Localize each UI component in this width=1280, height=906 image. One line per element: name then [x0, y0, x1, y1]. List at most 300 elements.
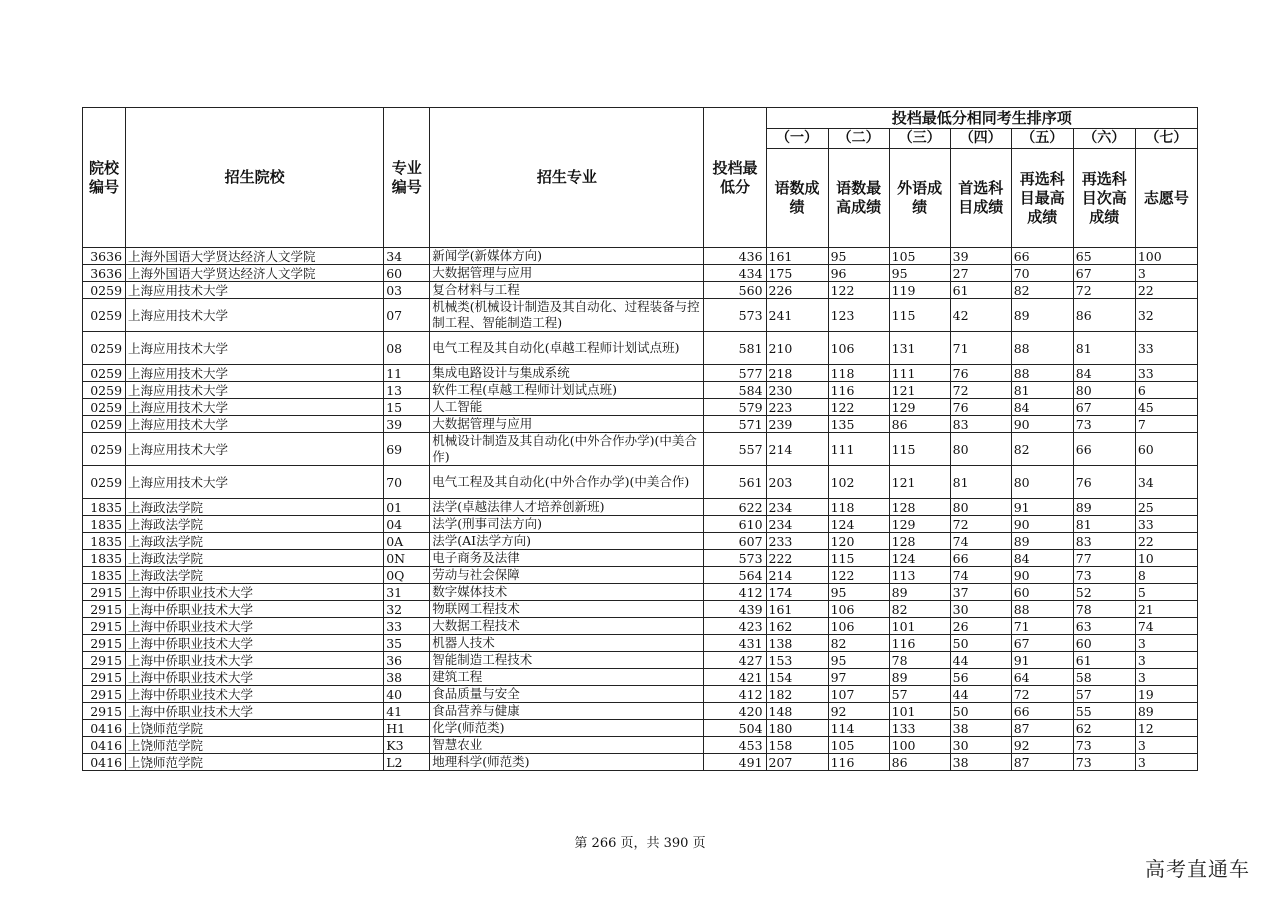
cell-chinese-math-score: 233: [766, 533, 828, 550]
cell-major-name: 法学(刑事司法方向): [430, 516, 704, 533]
cell-major-name: 物联网工程技术: [430, 601, 704, 618]
cell-school-name: 上海应用技术大学: [126, 433, 384, 466]
cell-application-number: 7: [1135, 416, 1197, 433]
cell-chinese-math-max: 124: [828, 516, 889, 533]
cell-chinese-math-score: 161: [766, 248, 828, 265]
cell-min-score: 610: [704, 516, 766, 533]
cell-chinese-math-score: 174: [766, 584, 828, 601]
header-tiebreak-title: 投档最低分相同考生排序项: [766, 108, 1197, 129]
cell-foreign-language-score: 57: [889, 686, 950, 703]
header-tiebreak-num: （六）: [1073, 129, 1135, 149]
cell-min-score: 622: [704, 499, 766, 516]
cell-second-subject-next: 52: [1073, 584, 1135, 601]
cell-min-score: 573: [704, 299, 766, 332]
cell-application-number: 33: [1135, 332, 1197, 365]
cell-min-score: 412: [704, 584, 766, 601]
cell-school-name: 上饶师范学院: [126, 754, 384, 771]
cell-school-code: 1835: [83, 550, 126, 567]
cell-second-subject-max: 90: [1011, 416, 1073, 433]
cell-chinese-math-score: 158: [766, 737, 828, 754]
cell-second-subject-max: 84: [1011, 399, 1073, 416]
cell-min-score: 571: [704, 416, 766, 433]
cell-school-name: 上海应用技术大学: [126, 399, 384, 416]
cell-school-code: 2915: [83, 669, 126, 686]
cell-second-subject-next: 57: [1073, 686, 1135, 703]
cell-school-code: 2915: [83, 652, 126, 669]
cell-school-name: 上饶师范学院: [126, 737, 384, 754]
cell-first-subject-score: 74: [950, 533, 1011, 550]
cell-major-name: 软件工程(卓越工程师计划试点班): [430, 382, 704, 399]
cell-major-name: 法学(AI法学方向): [430, 533, 704, 550]
cell-major-code: 01: [384, 499, 430, 516]
cell-major-name: 劳动与社会保障: [430, 567, 704, 584]
table-row: [83, 433, 1198, 466]
cell-second-subject-max: 90: [1011, 567, 1073, 584]
cell-first-subject-score: 74: [950, 567, 1011, 584]
cell-foreign-language-score: 105: [889, 248, 950, 265]
cell-min-score: 579: [704, 399, 766, 416]
header-school-code: 院校编号: [83, 108, 126, 248]
cell-first-subject-score: 44: [950, 652, 1011, 669]
cell-first-subject-score: 56: [950, 669, 1011, 686]
cell-major-name: 智能制造工程技术: [430, 652, 704, 669]
cell-school-code: 3636: [83, 265, 126, 282]
cell-foreign-language-score: 101: [889, 703, 950, 720]
cell-second-subject-max: 66: [1011, 703, 1073, 720]
cell-second-subject-next: 62: [1073, 720, 1135, 737]
watermark: 高考直通车: [1145, 857, 1250, 881]
cell-major-name: 复合材料与工程: [430, 282, 704, 299]
cell-first-subject-score: 27: [950, 265, 1011, 282]
table-row: [83, 399, 1198, 416]
table-header: [83, 108, 1198, 248]
cell-second-subject-next: 76: [1073, 466, 1135, 499]
cell-first-subject-score: 76: [950, 365, 1011, 382]
cell-chinese-math-max: 97: [828, 669, 889, 686]
cell-application-number: 45: [1135, 399, 1197, 416]
cell-application-number: 74: [1135, 618, 1197, 635]
cell-major-code: 15: [384, 399, 430, 416]
cell-second-subject-next: 72: [1073, 282, 1135, 299]
cell-application-number: 8: [1135, 567, 1197, 584]
cell-chinese-math-score: 180: [766, 720, 828, 737]
cell-major-code: 0A: [384, 533, 430, 550]
cell-min-score: 420: [704, 703, 766, 720]
cell-foreign-language-score: 129: [889, 516, 950, 533]
cell-school-name: 上海应用技术大学: [126, 416, 384, 433]
cell-second-subject-max: 88: [1011, 332, 1073, 365]
cell-second-subject-next: 61: [1073, 652, 1135, 669]
cell-major-code: 31: [384, 584, 430, 601]
cell-foreign-language-score: 124: [889, 550, 950, 567]
cell-school-name: 上海中侨职业技术大学: [126, 669, 384, 686]
cell-chinese-math-score: 138: [766, 635, 828, 652]
cell-foreign-language-score: 89: [889, 584, 950, 601]
cell-chinese-math-max: 111: [828, 433, 889, 466]
cell-second-subject-max: 88: [1011, 365, 1073, 382]
cell-school-name: 上海中侨职业技术大学: [126, 601, 384, 618]
cell-min-score: 577: [704, 365, 766, 382]
cell-school-name: 上海应用技术大学: [126, 382, 384, 399]
cell-second-subject-next: 80: [1073, 382, 1135, 399]
cell-second-subject-max: 92: [1011, 737, 1073, 754]
cell-application-number: 22: [1135, 533, 1197, 550]
cell-second-subject-next: 67: [1073, 265, 1135, 282]
cell-first-subject-score: 44: [950, 686, 1011, 703]
cell-chinese-math-max: 123: [828, 299, 889, 332]
cell-application-number: 34: [1135, 466, 1197, 499]
cell-foreign-language-score: 115: [889, 299, 950, 332]
cell-foreign-language-score: 82: [889, 601, 950, 618]
cell-application-number: 33: [1135, 516, 1197, 533]
cell-school-code: 1835: [83, 567, 126, 584]
table-row: [83, 669, 1198, 686]
cell-chinese-math-score: 162: [766, 618, 828, 635]
cell-first-subject-score: 26: [950, 618, 1011, 635]
cell-min-score: 412: [704, 686, 766, 703]
cell-chinese-math-max: 122: [828, 282, 889, 299]
table-row: [83, 635, 1198, 652]
cell-second-subject-next: 55: [1073, 703, 1135, 720]
cell-application-number: 22: [1135, 282, 1197, 299]
cell-foreign-language-score: 86: [889, 416, 950, 433]
table-row: [83, 382, 1198, 399]
cell-major-name: 机械类(机械设计制造及其自动化、过程装备与控制工程、智能制造工程): [430, 299, 704, 332]
cell-major-name: 人工智能: [430, 399, 704, 416]
cell-chinese-math-score: 210: [766, 332, 828, 365]
cell-school-name: 上海应用技术大学: [126, 299, 384, 332]
cell-school-code: 0259: [83, 282, 126, 299]
cell-foreign-language-score: 121: [889, 466, 950, 499]
cell-school-name: 上海政法学院: [126, 567, 384, 584]
cell-major-name: 机械设计制造及其自动化(中外合作办学)(中美合作): [430, 433, 704, 466]
cell-major-code: 04: [384, 516, 430, 533]
cell-second-subject-next: 84: [1073, 365, 1135, 382]
cell-second-subject-max: 64: [1011, 669, 1073, 686]
cell-major-name: 数字媒体技术: [430, 584, 704, 601]
cell-major-name: 食品质量与安全: [430, 686, 704, 703]
table-row: [83, 332, 1198, 365]
cell-min-score: 584: [704, 382, 766, 399]
cell-second-subject-next: 60: [1073, 635, 1135, 652]
cell-foreign-language-score: 116: [889, 635, 950, 652]
cell-min-score: 581: [704, 332, 766, 365]
admission-score-table: [82, 107, 1198, 771]
cell-second-subject-next: 73: [1073, 754, 1135, 771]
cell-first-subject-score: 80: [950, 433, 1011, 466]
cell-chinese-math-max: 102: [828, 466, 889, 499]
header-tiebreak-label: 语数最高成绩: [828, 149, 889, 248]
cell-major-code: 41: [384, 703, 430, 720]
table-row: [83, 618, 1198, 635]
cell-chinese-math-score: 234: [766, 516, 828, 533]
cell-min-score: 504: [704, 720, 766, 737]
table-row: [83, 652, 1198, 669]
cell-major-code: 32: [384, 601, 430, 618]
header-major-name: 招生专业: [430, 108, 704, 248]
cell-second-subject-max: 66: [1011, 248, 1073, 265]
cell-second-subject-max: 84: [1011, 550, 1073, 567]
table-row: [83, 248, 1198, 265]
cell-school-name: 上海中侨职业技术大学: [126, 703, 384, 720]
table-row: [83, 365, 1198, 382]
cell-major-code: H1: [384, 720, 430, 737]
cell-min-score: 453: [704, 737, 766, 754]
cell-school-name: 上海中侨职业技术大学: [126, 652, 384, 669]
table-row: [83, 282, 1198, 299]
cell-school-name: 上海中侨职业技术大学: [126, 635, 384, 652]
cell-chinese-math-score: 148: [766, 703, 828, 720]
cell-major-name: 大数据管理与应用: [430, 416, 704, 433]
table-row: [83, 466, 1198, 499]
cell-foreign-language-score: 131: [889, 332, 950, 365]
cell-school-code: 0259: [83, 382, 126, 399]
cell-major-name: 电气工程及其自动化(中外合作办学)(中美合作): [430, 466, 704, 499]
cell-school-name: 上海应用技术大学: [126, 365, 384, 382]
table-row: [83, 686, 1198, 703]
cell-chinese-math-max: 95: [828, 248, 889, 265]
header-min-score: 投档最低分: [704, 108, 766, 248]
cell-second-subject-next: 58: [1073, 669, 1135, 686]
table-row: [83, 299, 1198, 332]
cell-chinese-math-score: 203: [766, 466, 828, 499]
cell-chinese-math-max: 116: [828, 382, 889, 399]
cell-major-name: 电气工程及其自动化(卓越工程师计划试点班): [430, 332, 704, 365]
cell-application-number: 12: [1135, 720, 1197, 737]
cell-chinese-math-max: 116: [828, 754, 889, 771]
cell-first-subject-score: 50: [950, 635, 1011, 652]
header-tiebreak-label: 首选科目成绩: [950, 149, 1011, 248]
cell-chinese-math-max: 118: [828, 499, 889, 516]
cell-school-code: 1835: [83, 516, 126, 533]
cell-second-subject-max: 82: [1011, 282, 1073, 299]
cell-second-subject-max: 89: [1011, 533, 1073, 550]
cell-school-name: 上海中侨职业技术大学: [126, 584, 384, 601]
cell-major-name: 食品营养与健康: [430, 703, 704, 720]
cell-second-subject-max: 90: [1011, 516, 1073, 533]
cell-application-number: 3: [1135, 652, 1197, 669]
table-row: [83, 416, 1198, 433]
cell-major-code: 36: [384, 652, 430, 669]
header-tiebreak-label: 再选科目次高成绩: [1073, 149, 1135, 248]
table-row: [83, 516, 1198, 533]
cell-foreign-language-score: 128: [889, 499, 950, 516]
cell-chinese-math-score: 239: [766, 416, 828, 433]
cell-school-name: 上海中侨职业技术大学: [126, 618, 384, 635]
cell-application-number: 3: [1135, 754, 1197, 771]
cell-min-score: 607: [704, 533, 766, 550]
header-tiebreak-num: （五）: [1011, 129, 1073, 149]
cell-major-code: 33: [384, 618, 430, 635]
cell-foreign-language-score: 111: [889, 365, 950, 382]
cell-chinese-math-score: 207: [766, 754, 828, 771]
cell-school-code: 2915: [83, 703, 126, 720]
cell-second-subject-next: 86: [1073, 299, 1135, 332]
cell-application-number: 33: [1135, 365, 1197, 382]
cell-second-subject-max: 87: [1011, 720, 1073, 737]
cell-school-code: 0259: [83, 365, 126, 382]
cell-min-score: 423: [704, 618, 766, 635]
cell-school-code: 2915: [83, 686, 126, 703]
cell-school-code: 0416: [83, 754, 126, 771]
cell-school-code: 2915: [83, 618, 126, 635]
cell-chinese-math-score: 234: [766, 499, 828, 516]
cell-second-subject-next: 83: [1073, 533, 1135, 550]
cell-chinese-math-max: 120: [828, 533, 889, 550]
cell-major-code: 08: [384, 332, 430, 365]
cell-first-subject-score: 80: [950, 499, 1011, 516]
cell-foreign-language-score: 89: [889, 669, 950, 686]
cell-school-code: 2915: [83, 635, 126, 652]
cell-school-name: 上海政法学院: [126, 499, 384, 516]
cell-foreign-language-score: 133: [889, 720, 950, 737]
cell-school-code: 0259: [83, 332, 126, 365]
cell-chinese-math-max: 114: [828, 720, 889, 737]
cell-school-code: 0416: [83, 720, 126, 737]
cell-application-number: 100: [1135, 248, 1197, 265]
cell-second-subject-max: 80: [1011, 466, 1073, 499]
cell-chinese-math-score: 161: [766, 601, 828, 618]
cell-foreign-language-score: 95: [889, 265, 950, 282]
cell-school-name: 上海应用技术大学: [126, 282, 384, 299]
cell-chinese-math-max: 135: [828, 416, 889, 433]
cell-min-score: 557: [704, 433, 766, 466]
cell-first-subject-score: 38: [950, 754, 1011, 771]
cell-chinese-math-max: 118: [828, 365, 889, 382]
cell-second-subject-next: 73: [1073, 567, 1135, 584]
cell-chinese-math-score: 154: [766, 669, 828, 686]
cell-school-code: 0259: [83, 433, 126, 466]
cell-major-code: 60: [384, 265, 430, 282]
table-row: [83, 567, 1198, 584]
cell-second-subject-next: 89: [1073, 499, 1135, 516]
cell-second-subject-max: 82: [1011, 433, 1073, 466]
cell-second-subject-next: 67: [1073, 399, 1135, 416]
cell-major-code: 39: [384, 416, 430, 433]
cell-application-number: 10: [1135, 550, 1197, 567]
cell-school-code: 0259: [83, 466, 126, 499]
cell-first-subject-score: 30: [950, 601, 1011, 618]
cell-application-number: 32: [1135, 299, 1197, 332]
cell-chinese-math-score: 223: [766, 399, 828, 416]
cell-chinese-math-score: 153: [766, 652, 828, 669]
cell-major-code: 38: [384, 669, 430, 686]
cell-chinese-math-score: 214: [766, 567, 828, 584]
cell-chinese-math-max: 92: [828, 703, 889, 720]
cell-second-subject-next: 81: [1073, 332, 1135, 365]
cell-second-subject-max: 72: [1011, 686, 1073, 703]
cell-first-subject-score: 39: [950, 248, 1011, 265]
cell-first-subject-score: 61: [950, 282, 1011, 299]
cell-application-number: 19: [1135, 686, 1197, 703]
cell-chinese-math-max: 82: [828, 635, 889, 652]
cell-second-subject-max: 70: [1011, 265, 1073, 282]
header-tiebreak-label: 语数成绩: [766, 149, 828, 248]
cell-major-name: 智慧农业: [430, 737, 704, 754]
table-row: [83, 720, 1198, 737]
cell-first-subject-score: 76: [950, 399, 1011, 416]
table-row: [83, 499, 1198, 516]
cell-min-score: 560: [704, 282, 766, 299]
cell-min-score: 431: [704, 635, 766, 652]
cell-min-score: 491: [704, 754, 766, 771]
table-row: [83, 703, 1198, 720]
cell-school-code: 0259: [83, 416, 126, 433]
cell-second-subject-max: 88: [1011, 601, 1073, 618]
cell-school-code: 1835: [83, 499, 126, 516]
cell-chinese-math-max: 96: [828, 265, 889, 282]
cell-chinese-math-score: 218: [766, 365, 828, 382]
cell-first-subject-score: 72: [950, 516, 1011, 533]
cell-first-subject-score: 81: [950, 466, 1011, 499]
cell-major-code: L2: [384, 754, 430, 771]
cell-application-number: 3: [1135, 265, 1197, 282]
cell-first-subject-score: 37: [950, 584, 1011, 601]
cell-second-subject-next: 73: [1073, 416, 1135, 433]
cell-major-name: 大数据工程技术: [430, 618, 704, 635]
cell-application-number: 60: [1135, 433, 1197, 466]
cell-school-code: 2915: [83, 584, 126, 601]
cell-foreign-language-score: 101: [889, 618, 950, 635]
cell-min-score: 427: [704, 652, 766, 669]
table-body: [83, 248, 1198, 771]
cell-chinese-math-score: 214: [766, 433, 828, 466]
table-row: [83, 737, 1198, 754]
cell-second-subject-next: 78: [1073, 601, 1135, 618]
cell-major-name: 集成电路设计与集成系统: [430, 365, 704, 382]
cell-major-code: 11: [384, 365, 430, 382]
cell-major-name: 化学(师范类): [430, 720, 704, 737]
cell-school-code: 0259: [83, 299, 126, 332]
cell-major-code: 34: [384, 248, 430, 265]
cell-foreign-language-score: 100: [889, 737, 950, 754]
cell-second-subject-max: 67: [1011, 635, 1073, 652]
cell-min-score: 573: [704, 550, 766, 567]
header-tiebreak-num: （七）: [1135, 129, 1197, 149]
cell-second-subject-next: 65: [1073, 248, 1135, 265]
header-tiebreak-label: 外语成绩: [889, 149, 950, 248]
cell-first-subject-score: 83: [950, 416, 1011, 433]
cell-chinese-math-max: 95: [828, 652, 889, 669]
cell-chinese-math-score: 241: [766, 299, 828, 332]
cell-first-subject-score: 30: [950, 737, 1011, 754]
cell-first-subject-score: 66: [950, 550, 1011, 567]
cell-major-code: 07: [384, 299, 430, 332]
cell-second-subject-next: 73: [1073, 737, 1135, 754]
header-tiebreak-label: 志愿号: [1135, 149, 1197, 248]
cell-school-name: 上海中侨职业技术大学: [126, 686, 384, 703]
cell-chinese-math-max: 122: [828, 399, 889, 416]
cell-foreign-language-score: 78: [889, 652, 950, 669]
table-row: [83, 550, 1198, 567]
cell-major-name: 法学(卓越法律人才培养创新班): [430, 499, 704, 516]
cell-second-subject-max: 91: [1011, 499, 1073, 516]
cell-min-score: 436: [704, 248, 766, 265]
cell-major-code: K3: [384, 737, 430, 754]
header-tiebreak-num: （四）: [950, 129, 1011, 149]
cell-application-number: 21: [1135, 601, 1197, 618]
cell-major-code: 69: [384, 433, 430, 466]
cell-school-code: 0259: [83, 399, 126, 416]
cell-major-name: 新闻学(新媒体方向): [430, 248, 704, 265]
header-tiebreak-num: （一）: [766, 129, 828, 149]
cell-second-subject-next: 77: [1073, 550, 1135, 567]
cell-chinese-math-max: 106: [828, 601, 889, 618]
cell-first-subject-score: 38: [950, 720, 1011, 737]
cell-application-number: 3: [1135, 635, 1197, 652]
cell-school-code: 2915: [83, 601, 126, 618]
cell-min-score: 421: [704, 669, 766, 686]
